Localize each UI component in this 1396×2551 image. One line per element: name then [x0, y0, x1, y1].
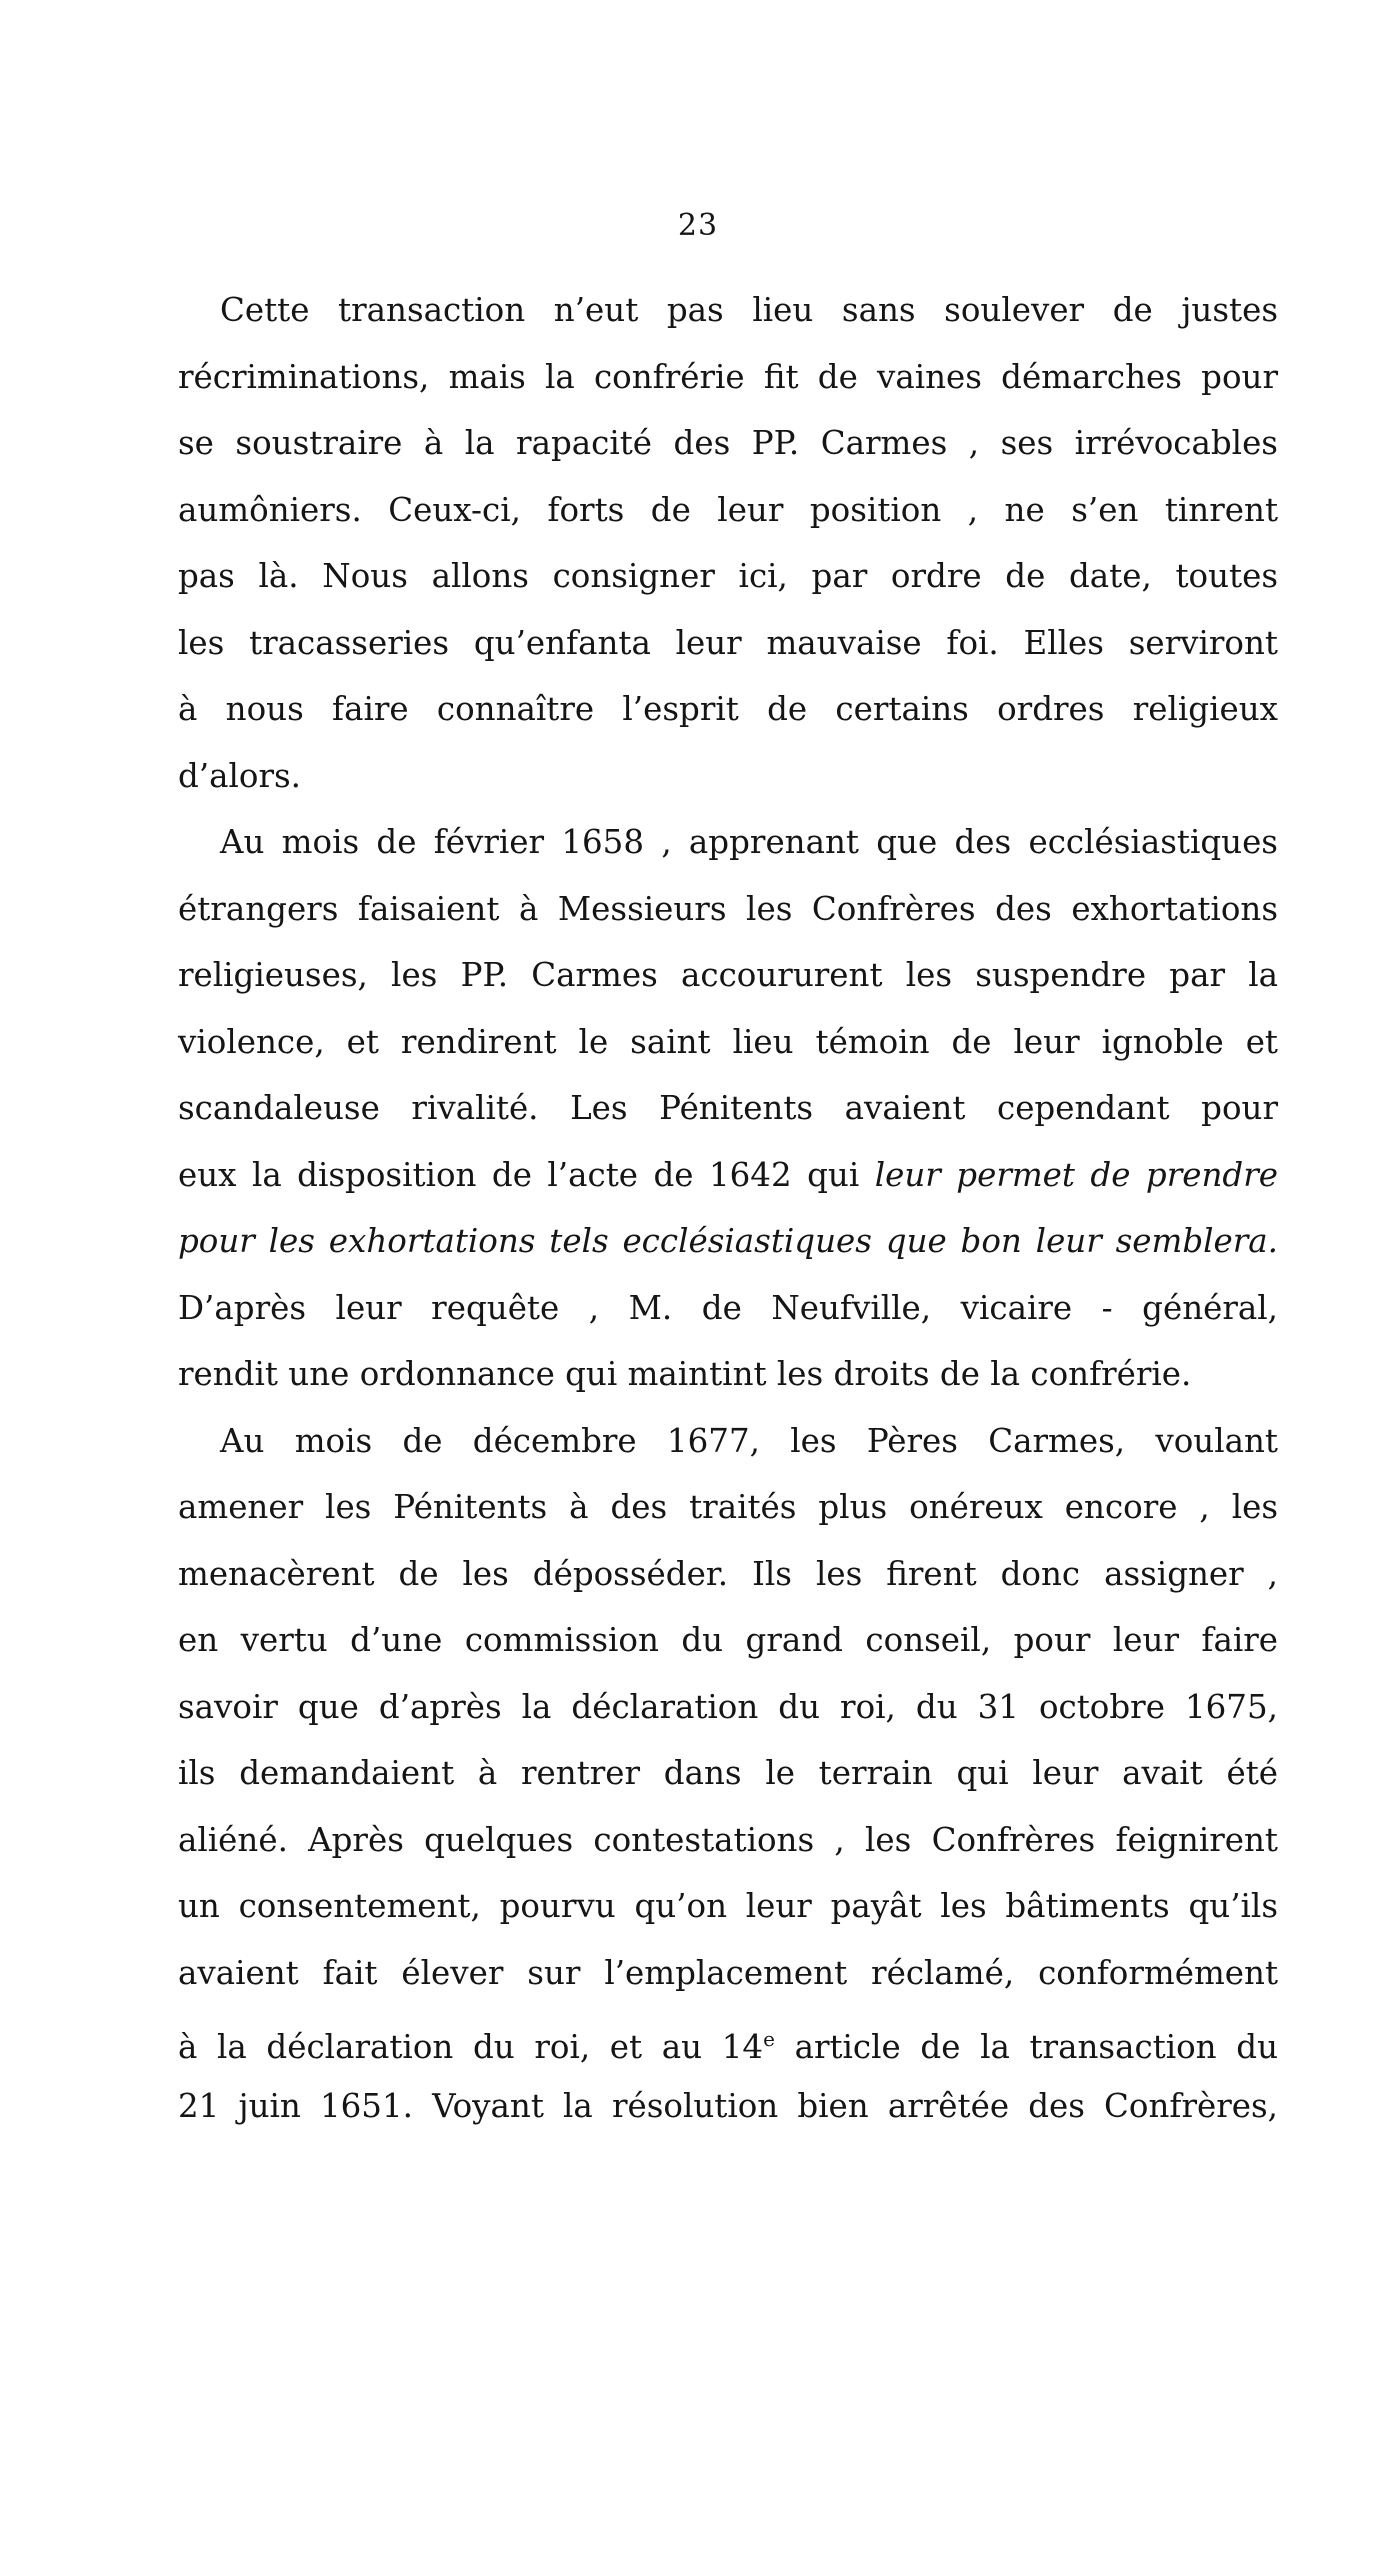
- text-line: un consentement, pourvu qu’on leur payât les bâtiments qu’ils: [178, 1887, 1278, 1925]
- text-line: D’après leur requête , M. de Neufville, vicaire - général,: [178, 1288, 1278, 1327]
- text-segment: article de la transaction du: [794, 2027, 1278, 2066]
- body-text: [178, 277, 1278, 2139]
- superscript: e: [763, 2027, 775, 2051]
- text-line: pas là. Nous allons consigner ici, par ordre de date, toutes: [178, 557, 1278, 595]
- text-line: récriminations, mais la confrérie fit de vaines démarches pour: [178, 357, 1278, 396]
- text-line: savoir que d’après la déclaration du roi, du 31 octobre 1675,: [178, 1687, 1278, 1726]
- page-number: 23: [677, 208, 719, 243]
- text-segment: à la déclaration du roi, et au 14: [178, 2027, 764, 2066]
- text-line-mixed: [178, 1142, 1278, 1209]
- text-line: aliéné. Après quelques contestations , les Confrères feignirent: [178, 1820, 1278, 1859]
- text-line: en vertu d’une commission du grand conseil, pour leur faire: [178, 1621, 1278, 1659]
- text-line: violence, et rendirent le saint lieu témoin de leur ignoble et: [178, 1022, 1278, 1061]
- text-line: Au mois de décembre 1677, les Pères Carmes, voulant: [220, 1421, 1278, 1460]
- text-line: amener les Pénitents à des traités plus onéreux encore , les: [178, 1488, 1278, 1526]
- italic-quote: leur permet de prendre: [874, 1155, 1279, 1194]
- text-line: aumôniers. Ceux-ci, forts de leur position , ne s’en tinrent: [178, 490, 1278, 529]
- text-line: rendit une ordonnance qui maintint les droits de la confrérie.: [178, 1355, 1192, 1393]
- text-line: à nous faire connaître l’esprit de certains ordres religieux: [178, 690, 1278, 728]
- text-line: avaient fait élever sur l’emplacement réclamé, conformément: [178, 1953, 1278, 1992]
- text-line: d’alors.: [178, 756, 302, 795]
- italic-quote-line: pour les exhortations tels ecclésiastiques que bon leur semblera.: [178, 1222, 1278, 1260]
- text-line: les tracasseries qu’enfanta leur mauvaise foi. Elles serviront: [178, 623, 1278, 662]
- text-line: 21 juin 1651. Voyant la résolution bien arrêtée des Confrères,: [178, 2086, 1278, 2125]
- text-line: ils demandaient à rentrer dans le terrain qui leur avait été: [178, 1754, 1278, 1792]
- text-line: religieuses, les PP. Carmes accoururent les suspendre par la: [178, 956, 1278, 994]
- text-line: menacèrent de les déposséder. Ils les firent donc assigner ,: [178, 1554, 1278, 1593]
- text-line-mixed: [178, 2006, 1278, 2073]
- text-line: Au mois de février 1658 , apprenant que des ecclésiastiques: [220, 823, 1278, 861]
- text-line: scandaleuse rivalité. Les Pénitents avaient cependant pour: [178, 1089, 1278, 1127]
- text-line: Cette transaction n’eut pas lieu sans soulever de justes: [220, 291, 1278, 329]
- text-segment: eux la disposition de l’acte de 1642 qui: [178, 1155, 860, 1194]
- text-line: se soustraire à la rapacité des PP. Carmes , ses irrévocables: [178, 424, 1278, 462]
- text-line: étrangers faisaient à Messieurs les Confrères des exhortations: [178, 889, 1278, 928]
